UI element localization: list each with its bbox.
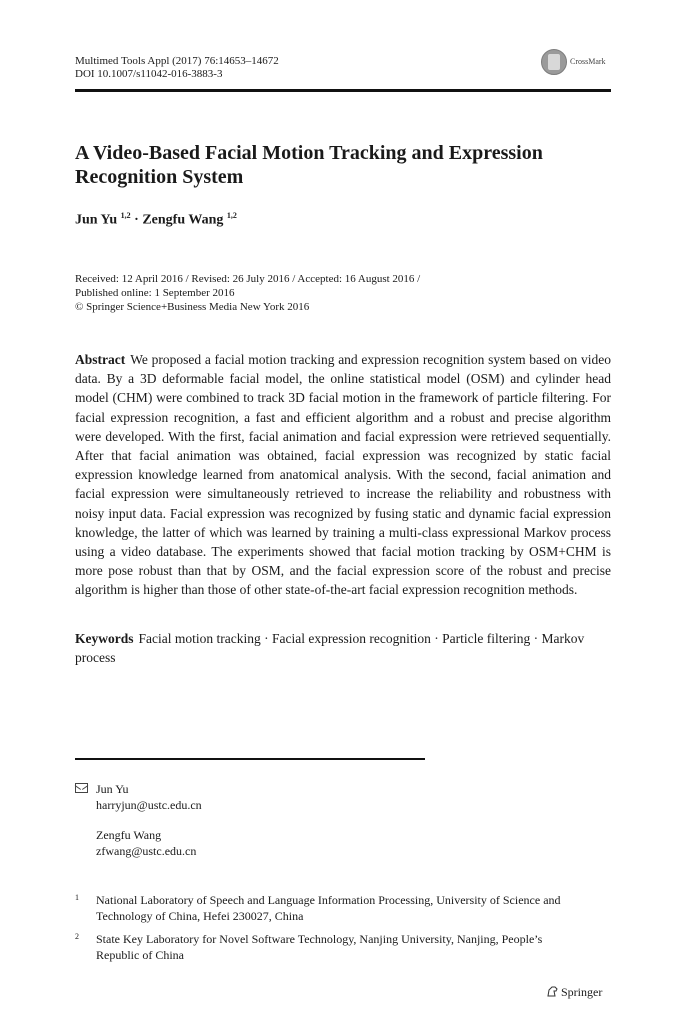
- copyright-line: © Springer Science+Business Media New York 2016: [75, 301, 310, 313]
- correspondence: [75, 781, 375, 861]
- contact-name: Zengfu Wang: [96, 828, 162, 842]
- author-affiliation-marker: 1,2: [120, 211, 131, 220]
- abstract: [75, 350, 611, 600]
- author-separator: ·: [134, 212, 139, 228]
- affiliation-text: National Laboratory of Speech and Language Information Processing, University of Science and Technology of China, Hefei 230027, China: [96, 893, 561, 923]
- abstract-heading: Abstract: [75, 352, 126, 367]
- crossmark-label: CrossMark: [570, 57, 606, 66]
- affiliation-number: 2: [75, 932, 79, 941]
- publisher-logo: [546, 985, 602, 1000]
- author-affiliation-marker: 1,2: [226, 211, 237, 220]
- crossmark-badge[interactable]: [541, 49, 631, 77]
- published-line: Published online: 1 September 2016: [75, 287, 235, 299]
- publication-history: [75, 272, 635, 314]
- author-list: [75, 211, 237, 229]
- contact-email[interactable]: harryjun@ustc.edu.cn: [96, 798, 202, 812]
- publisher-name: Springer: [561, 985, 603, 999]
- crossmark-icon: [541, 49, 567, 75]
- affiliation-number: 1: [75, 893, 79, 902]
- affiliation-item: [75, 892, 595, 924]
- keywords: [75, 629, 611, 667]
- springer-horse-icon: [546, 985, 559, 998]
- contact-name: Jun Yu: [96, 782, 129, 796]
- footnote-divider: [75, 758, 425, 760]
- affiliation-item: [75, 931, 595, 963]
- header-divider: [75, 89, 611, 92]
- author-name: Zengfu Wang: [142, 212, 224, 228]
- dates-line: Received: 12 April 2016 / Revised: 26 July 2016 / Accepted: 16 August 2016 /: [75, 273, 421, 285]
- author-name: Jun Yu: [75, 212, 118, 228]
- mail-icon: [75, 783, 88, 793]
- keywords-text: Facial motion tracking · Facial expression recognition · Particle filtering · Markov process: [75, 631, 585, 666]
- journal-citation: Multimed Tools Appl (2017) 76:14653–14672: [75, 55, 279, 67]
- affiliation-text: State Key Laboratory for Novel Software Technology, Nanjing University, Nanjing, People’s Republic of China: [96, 932, 543, 962]
- journal-header: [75, 55, 279, 81]
- paper-title: A Video-Based Facial Motion Tracking and Expression Recognition System: [75, 142, 543, 188]
- keywords-heading: Keywords: [75, 631, 134, 646]
- abstract-text: We proposed a facial motion tracking and expression recognition system based on video data. By a 3D deformable facial model, the online statistical model (OSM) and cylinder head model (CHM) were combined to track 3D facial motion in the framework of particle filtering. For facial expression recognition, a fast and efficient algorithm and a robust and precise algorithm were developed. With the first, facial animation and facial expression were retrieved sequentially. After that facial animation was obtained, facial expression was recognized by static facial expression knowledge learned from anatomical analysis. With the second, facial animation and facial expression were simultaneously retrieved to increase the reliability and robustness with noisy input data. Facial expression was recognized by fusing static and dynamic facial expression knowledge, the latter of which was learned by training a multi-class expressional Markov process using a video database. The experiments showed that facial motion tracking by OSM+CHM is more pose robust than that by OSM, and the facial expression score of the robust and precise algorithm is higher than those of other state-of-the-art facial expression recognition methods.: [75, 352, 611, 598]
- doi: DOI 10.1007/s11042-016-3883-3: [75, 68, 223, 80]
- contact-email[interactable]: zfwang@ustc.edu.cn: [96, 844, 197, 858]
